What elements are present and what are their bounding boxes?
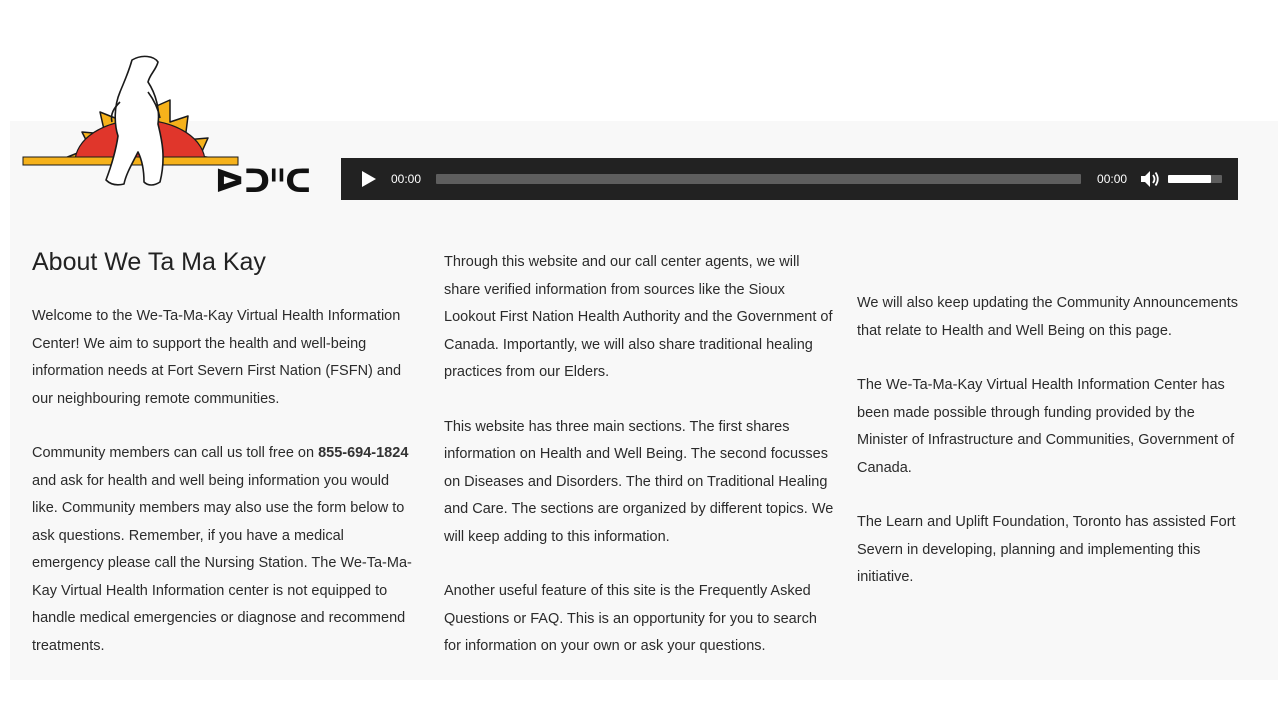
logo-syllabics-text: ᐅᑐᐦᑕ [215,162,312,197]
about-column-2 [444,249,834,688]
volume-fill [1168,175,1211,183]
play-icon [361,170,377,188]
polar-bear-sun-logo-graphic [20,52,315,197]
progress-slider[interactable] [436,174,1081,184]
contact-text-before: Community members can call us toll free on [32,445,319,461]
funding-paragraph: The We-Ta-Ma-Kay Virtual Health Information Center has been made possible through funding provided by the Minister of Infrastructure and Communities, Government of Canada. [857,377,1235,476]
toll-free-phone: 855-694-1824 [318,445,409,461]
mute-button[interactable] [1139,169,1161,189]
we-ta-ma-kay-logo[interactable] [20,52,315,197]
page-title: About We Ta Ma Kay [32,248,266,276]
speaker-icon [1140,170,1160,188]
current-time: 00:00 [391,172,422,186]
polar-bear-icon [106,56,163,185]
play-button[interactable] [359,169,379,189]
contact-paragraph [32,440,417,660]
volume-slider[interactable] [1168,175,1222,183]
faq-paragraph: Another useful feature of this site is the Frequently Asked Questions or FAQ. This is an opportunity for you to search for information on your own or ask your questions. [444,583,817,654]
about-column-1 [32,245,417,687]
sources-paragraph: Through this website and our call center agents, we will share verified information from sources like the Sioux Lookout First Nation Health Authority and the Government of Canada. Importantly, we will also share traditional healing practices from our Elders. [444,254,833,380]
sections-paragraph: This website has three main sections. The first shares information on Health and Well Being. The second focusses on Diseases and Disorders. The third on Traditional Healing and Care. The sections are organized by different topics. We will keep adding to this information. [444,418,834,545]
announcements-paragraph: We will also keep updating the Community Announcements that relate to Health and Well Being on this page. [857,295,1238,339]
audio-player [341,158,1238,200]
contact-text-after: and ask for health and well being information you would like. Community members may also use the form below to ask questions. Remember, if you have a medical emergency please call the Nursing Station. The We-Ta-Ma-Kay Virtual Health Information center is not equipped to handle medical emergencies or diagnose and recommend treatments. [32,472,412,654]
total-time: 00:00 [1097,172,1128,186]
about-column-3 [857,290,1247,619]
welcome-paragraph: Welcome to the We-Ta-Ma-Kay Virtual Health Information Center! We aim to support the health and well-being information needs at Fort Severn First Nation (FSFN) and our neighbouring remote communities. [32,308,402,407]
foundation-paragraph: The Learn and Uplift Foundation, Toronto has assisted Fort Severn in developing, planning and implementing this initiative. [857,514,1236,585]
